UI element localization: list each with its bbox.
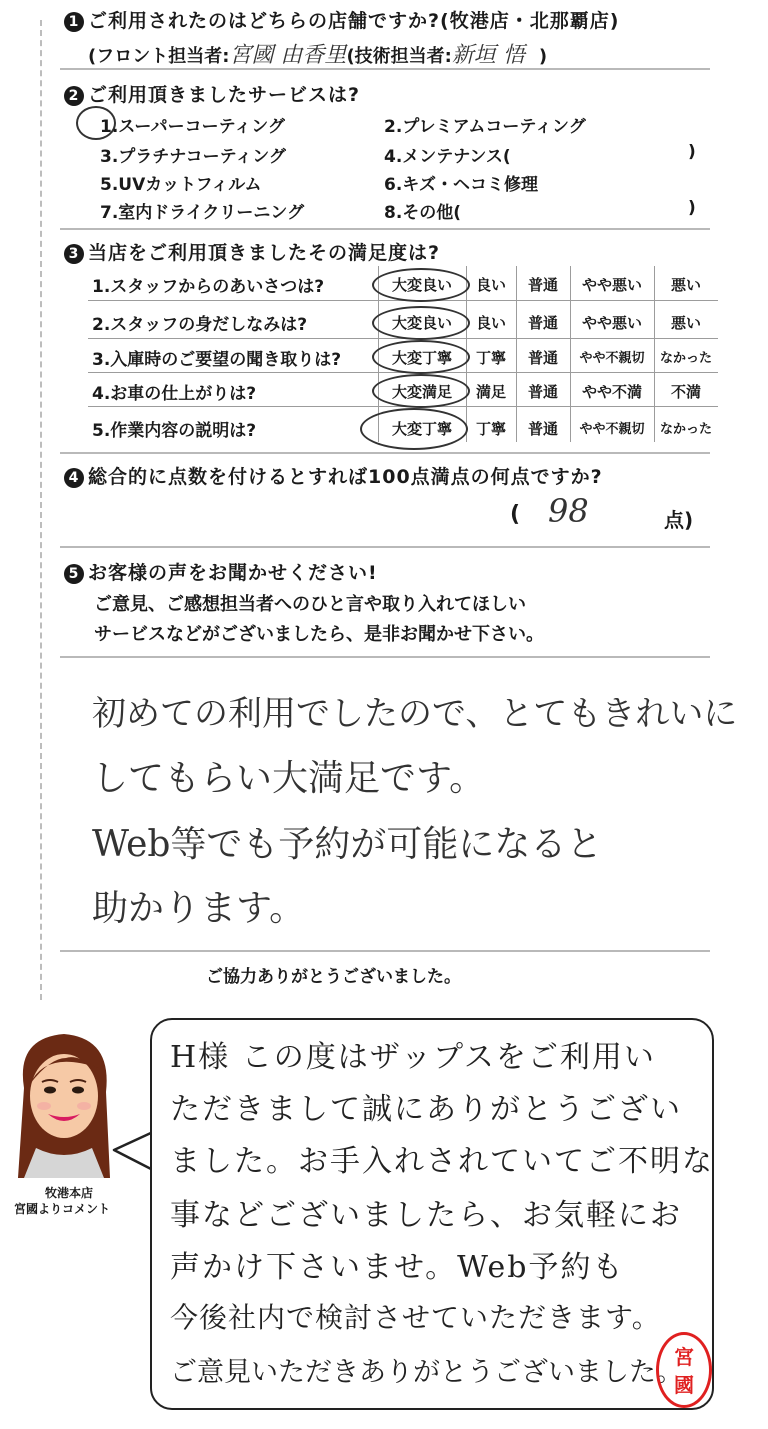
rating-option: 悪い bbox=[670, 314, 701, 332]
rating-option: 普通 bbox=[527, 276, 558, 294]
rating-option: 良い bbox=[475, 314, 506, 332]
rating-option: 満足 bbox=[475, 383, 506, 401]
q5-instruction: サービスなどがございましたら、是非お聞かせ下さい。 bbox=[94, 624, 544, 645]
rating-option: 悪い bbox=[670, 276, 701, 294]
reply-line: ました。お手入れされていてご不明な bbox=[170, 1144, 714, 1179]
reply-line: ただきまして誠にありがとうござい bbox=[170, 1092, 682, 1127]
q1-number: 1 bbox=[64, 12, 84, 32]
reply-line: ご意見いただきありがとうございました。 bbox=[170, 1357, 683, 1388]
rating-option: 普通 bbox=[527, 383, 558, 401]
selection-circle bbox=[360, 408, 468, 450]
divider bbox=[60, 546, 710, 548]
rating-option: 普通 bbox=[527, 314, 558, 332]
q1-close-paren: ) bbox=[538, 46, 548, 67]
satisfaction-question: 3.入庫時のご要望の聞き取りは? bbox=[92, 350, 342, 370]
service-option: 5.UVカットフィルム bbox=[100, 175, 262, 195]
tech-label: (技術担当者: bbox=[346, 46, 452, 67]
rating-option: やや悪い bbox=[581, 314, 642, 332]
q1-text: ご利用されたのはどちらの店舗ですか?(牧港店・北那覇店) bbox=[88, 10, 620, 32]
q4-title bbox=[64, 462, 603, 489]
q3-title bbox=[64, 238, 440, 265]
rating-option: やや不親切 bbox=[579, 351, 645, 366]
rating-option: やや不親切 bbox=[579, 422, 645, 437]
customer-comment-line: 助かります。 bbox=[92, 888, 306, 929]
rating-option: 普通 bbox=[527, 349, 558, 367]
reply-line: 事などございましたら、お気軽にお bbox=[170, 1198, 682, 1233]
reply-line: 今後社内で検討させていただきます。 bbox=[170, 1301, 661, 1334]
thanks-message: ご協力ありがとうございました。 bbox=[206, 967, 461, 987]
selection-circle bbox=[372, 374, 470, 408]
rating-option: 大変良い bbox=[391, 314, 452, 332]
q5-title bbox=[64, 558, 378, 585]
q1-title bbox=[64, 6, 619, 33]
score-open-paren: ( bbox=[510, 502, 521, 527]
stamp-text: 宮 國 bbox=[674, 1345, 694, 1397]
divider bbox=[60, 452, 710, 454]
staff-avatar bbox=[6, 1028, 122, 1178]
rating-option: 良い bbox=[475, 276, 506, 294]
q4-number: 4 bbox=[64, 468, 84, 488]
dashed-margin bbox=[40, 20, 42, 1000]
selection-circle bbox=[372, 306, 470, 340]
customer-comment-line: 初めての利用でしたので、とてもきれいに bbox=[92, 694, 738, 734]
comment-caption: 宮國よりコメント bbox=[13, 1202, 110, 1216]
service-option: 6.キズ・ヘコミ修理 bbox=[384, 175, 538, 195]
rating-option: 大変丁寧 bbox=[391, 420, 452, 438]
customer-comment-line: Web等でも予約が可能になると bbox=[92, 824, 603, 865]
rating-option: なかった bbox=[659, 422, 712, 437]
satisfaction-question: 1.スタッフからのあいさつは? bbox=[92, 277, 325, 297]
q2-title bbox=[64, 80, 360, 107]
q2-number: 2 bbox=[64, 86, 84, 106]
service-option: 2.プレミアムコーティング bbox=[384, 117, 586, 137]
customer-comment-line: してもらい大満足です。 bbox=[92, 758, 486, 799]
q5-instruction: ご意見、ご感想担当者へのひと言や取り入れてほしい bbox=[94, 594, 526, 615]
service-option: 4.メンテナンス( bbox=[384, 147, 511, 167]
rating-option: 大変満足 bbox=[391, 383, 452, 401]
close-paren: ) bbox=[688, 142, 696, 162]
q5-number: 5 bbox=[64, 564, 84, 584]
q2-text: ご利用頂きましたサービスは? bbox=[88, 84, 361, 106]
satisfaction-question: 4.お車の仕上がりは? bbox=[92, 384, 257, 404]
rating-option: 普通 bbox=[527, 420, 558, 438]
satisfaction-question: 2.スタッフの身だしなみは? bbox=[92, 315, 308, 335]
selection-circle bbox=[372, 340, 470, 374]
q3-number: 3 bbox=[64, 244, 84, 264]
divider bbox=[60, 950, 710, 952]
name-seal-stamp bbox=[656, 1332, 712, 1408]
service-option: 7.室内ドライクリーニング bbox=[100, 203, 305, 223]
divider bbox=[60, 656, 710, 658]
service-option: 3.プラチナコーティング bbox=[100, 147, 286, 167]
service-option: 1.スーパーコーティング bbox=[100, 117, 285, 137]
tech-staff-name: 新垣 悟 bbox=[451, 43, 525, 68]
rating-option: 大変丁寧 bbox=[391, 349, 452, 367]
rating-option: やや悪い bbox=[581, 276, 642, 294]
store-caption: 牧港本店 bbox=[44, 1186, 93, 1200]
q5-text: お客様の声をお聞かせください! bbox=[88, 562, 378, 584]
rating-option: 不満 bbox=[670, 383, 701, 401]
q4-text: 総合的に点数を付けるとすれば100点満点の何点ですか? bbox=[88, 466, 603, 488]
reply-line: H様 この度はザップスをご利用い bbox=[170, 1040, 656, 1075]
selection-circle bbox=[372, 268, 470, 302]
q1-staff-line bbox=[88, 38, 547, 69]
satisfaction-question: 5.作業内容の説明は? bbox=[92, 421, 257, 441]
divider bbox=[60, 228, 710, 230]
service-option: 8.その他( bbox=[384, 203, 462, 223]
rating-option: 丁寧 bbox=[475, 349, 506, 367]
front-staff-name: 宮國 由香里 bbox=[229, 43, 347, 68]
close-paren: ) bbox=[688, 198, 696, 218]
front-label: (フロント担当者: bbox=[88, 46, 230, 67]
score-value: 98 bbox=[548, 492, 589, 530]
score-unit: 点) bbox=[664, 508, 694, 532]
rating-option: 丁寧 bbox=[475, 420, 506, 438]
rating-option: 大変良い bbox=[391, 276, 452, 294]
reply-line: 声かけ下さいませ。Web予約も bbox=[170, 1250, 625, 1285]
rating-option: やや不満 bbox=[581, 383, 642, 401]
divider bbox=[60, 68, 710, 70]
rating-option: なかった bbox=[659, 351, 712, 366]
q3-text: 当店をご利用頂きましたその満足度は? bbox=[88, 242, 441, 264]
